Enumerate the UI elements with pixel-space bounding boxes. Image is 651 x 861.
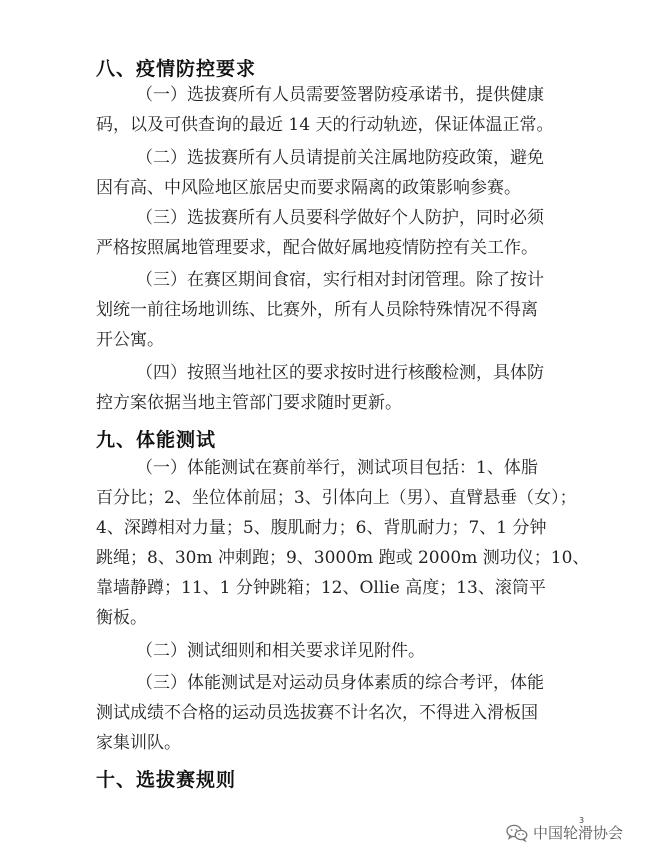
paragraph-line: （三）在赛区期间食宿，实行相对封闭管理。除了按计 <box>136 270 544 290</box>
watermark <box>506 822 623 843</box>
paragraph-line: （一）体能测试在赛前举行，测试项目包括：1、体脂 <box>136 458 538 478</box>
paragraph-line: （四）按照当地社区的要求按时进行核酸检测，具体防 <box>136 363 544 383</box>
paragraph-line: 4、深蹲相对力量；5、腹肌耐力；6、背肌耐力；7、1 分钟 <box>96 518 547 538</box>
paragraph-line: （二）测试细则和相关要求详见附件。 <box>136 641 425 661</box>
section-heading-10: 十、选拔赛规则 <box>96 769 237 791</box>
page-number: 3 <box>579 816 585 825</box>
paragraph-line: 严格按照属地管理要求，配合做好属地疫情防控有关工作。 <box>96 238 538 258</box>
paragraph-line: 测试成绩不合格的运动员选拔赛不计名次，不得进入滑板国 <box>96 703 538 723</box>
paragraph-line: （二）选拔赛所有人员请提前关注属地防疫政策，避免 <box>136 148 544 168</box>
paragraph-line: 家集训队。 <box>96 733 181 753</box>
section-heading-8: 八、疫情防控要求 <box>96 58 257 80</box>
paragraph-line: 靠墙静蹲；11、1 分钟跳箱；12、Ollie 高度；13、滚筒平 <box>96 578 546 598</box>
paragraph-line: 控方案依据当地主管部门要求随时更新。 <box>96 393 402 413</box>
paragraph-line: （一）选拔赛所有人员需要签署防疫承诺书，提供健康 <box>136 85 544 105</box>
paragraph-line: 跳绳；8、30m 冲刺跑；9、3000m 跑或 2000m 测功仪；10、 <box>96 548 590 568</box>
paragraph-line: （三）体能测试是对运动员身体素质的综合考评，体能 <box>136 673 544 693</box>
section-heading-9: 九、体能测试 <box>96 429 217 451</box>
watermark-text: 中国轮滑协会 <box>533 824 624 842</box>
paragraph-line: 码，以及可供查询的最近 14 天的行动轨迹，保证体温正常。 <box>96 115 554 135</box>
paragraph-line: 百分比；2、坐位体前屈；3、引体向上（男）、直臂悬垂（女）； <box>96 488 577 508</box>
paragraph-line: （三）选拔赛所有人员要科学做好个人防护，同时必须 <box>136 208 544 228</box>
paragraph-line: 划统一前往场地训练、比赛外，所有人员除特殊情况不得离 <box>96 300 538 320</box>
paragraph-line: 开公寓。 <box>96 330 164 350</box>
paragraph-line: 衡板。 <box>96 608 147 628</box>
paragraph-line: 因有高、中风险地区旅居史而要求隔离的政策影响参赛。 <box>96 178 521 198</box>
wechat-icon <box>506 824 528 842</box>
